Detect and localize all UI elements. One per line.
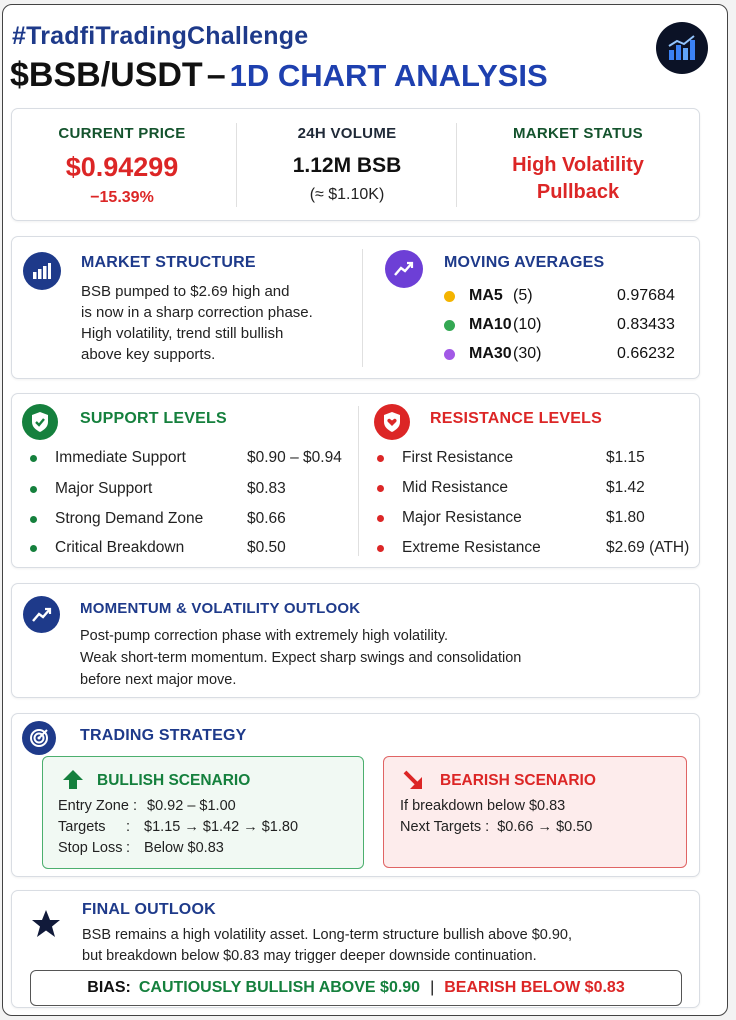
market-structure-line: BSB pumped to $2.69 high and — [81, 283, 290, 300]
resistance-label: Mid Resistance — [402, 479, 508, 496]
market-structure-line: High volatility, trend still bullish — [81, 325, 284, 342]
resistance-row — [377, 509, 645, 527]
final-outlook-text — [82, 925, 572, 967]
support-bullet — [30, 486, 37, 493]
support-row — [30, 539, 286, 557]
market-status-line2: Pullback — [536, 181, 620, 203]
support-bullet — [30, 516, 37, 523]
momentum-title: MOMENTUM & VOLATILITY OUTLOOK — [80, 600, 361, 617]
market-structure-title: MARKET STRUCTURE — [81, 254, 256, 271]
pair-label: $BSB/USDT — [10, 56, 203, 94]
support-value: $0.66 — [247, 510, 286, 527]
page-title — [10, 56, 548, 95]
stats-divider — [456, 123, 457, 207]
arrow-down-right-icon — [402, 769, 424, 796]
final-outlook-line: but breakdown below $0.83 may trigger deeper downside continuation. — [82, 948, 537, 964]
arrow-up-icon — [62, 769, 84, 796]
current-price-value: $0.94299 — [65, 152, 179, 182]
ma-period: (10) — [513, 316, 542, 333]
star-icon — [31, 909, 61, 943]
shield-check-icon — [22, 404, 58, 440]
ma-row — [444, 345, 675, 363]
resistance-bullet — [377, 485, 384, 492]
bullish-targets-line — [58, 819, 298, 835]
trend-line-icon — [23, 596, 60, 633]
hashtag-title: #TradfiTradingChallenge — [12, 22, 309, 50]
resistance-row — [377, 539, 689, 557]
ma-name: MA10 — [469, 316, 512, 333]
resistance-label: First Resistance — [402, 449, 514, 466]
ma-name: MA5 — [469, 287, 503, 304]
trading-strategy-title: TRADING STRATEGY — [80, 727, 247, 744]
price-change-value: −15.39% — [90, 189, 154, 206]
support-row — [30, 510, 286, 528]
targets-label: Targets — [58, 819, 106, 835]
targets-colon: : — [126, 819, 131, 835]
market-status-line1: High Volatility — [512, 154, 644, 176]
resistance-value: $1.42 — [606, 479, 645, 496]
market-structure-line: is now in a sharp correction phase. — [81, 304, 313, 321]
support-levels-title: SUPPORT LEVELS — [80, 410, 227, 427]
bias-label: BIAS: — [87, 979, 131, 996]
market-status-stat — [458, 109, 698, 220]
resistance-label: Major Resistance — [402, 509, 522, 526]
ma-value: 0.97684 — [617, 287, 675, 304]
ma-name: MA30 — [469, 345, 512, 362]
resistance-levels-title: RESISTANCE LEVELS — [430, 410, 603, 427]
ma-value: 0.66232 — [617, 345, 675, 362]
volume-stat — [238, 109, 456, 220]
market-status-label: MARKET STATUS — [512, 125, 643, 142]
resistance-row — [377, 449, 645, 467]
momentum-line: Weak short-term momentum. Expect sharp swings and consolidation — [80, 650, 522, 666]
volume-label: 24H VOLUME — [297, 125, 397, 142]
support-value: $0.90 – $0.94 — [247, 449, 342, 466]
volume-value: 1.12M BSB — [292, 154, 402, 177]
resistance-value: $1.15 — [606, 449, 645, 466]
stats-card — [11, 108, 700, 221]
momentum-text — [80, 625, 521, 691]
bullish-entry-line — [58, 798, 236, 814]
ma-value: 0.83433 — [617, 316, 675, 333]
final-outlook-line: BSB remains a high volatility asset. Long-term structure bullish above $0.90, — [82, 927, 573, 943]
ma10-dot — [444, 320, 455, 331]
support-label: Strong Demand Zone — [55, 510, 204, 527]
ma-row — [444, 287, 675, 305]
target-icon — [22, 721, 56, 755]
bearish-scenario-title: BEARISH SCENARIO — [440, 772, 596, 789]
bearish-breakdown-line: If breakdown below $0.83 — [400, 798, 566, 814]
stop-value: Below $0.83 — [144, 840, 224, 856]
resistance-bullet — [377, 515, 384, 522]
support-row — [30, 480, 286, 498]
support-row — [30, 449, 342, 467]
current-price-stat — [12, 109, 232, 220]
support-bullet — [30, 455, 37, 462]
resistance-bullet — [377, 545, 384, 552]
bar-chart-logo-icon — [656, 22, 708, 74]
momentum-line: before next major move. — [80, 672, 237, 688]
support-bullet — [30, 545, 37, 552]
bias-bearish: BEARISH BELOW $0.83 — [444, 979, 625, 996]
bearish-targets-line — [400, 819, 592, 835]
bullish-stop-line — [58, 840, 224, 856]
ma30-dot — [444, 349, 455, 360]
resistance-value: $1.80 — [606, 509, 645, 526]
bullish-scenario-title: BULLISH SCENARIO — [97, 772, 251, 789]
support-label: Major Support — [55, 480, 153, 497]
bias-separator: | — [430, 979, 435, 996]
market-structure-line: above key supports. — [81, 346, 216, 363]
support-value: $0.83 — [247, 480, 286, 497]
current-price-label: CURRENT PRICE — [58, 125, 186, 142]
ma-row — [444, 316, 675, 334]
resistance-bullet — [377, 455, 384, 462]
moving-averages-title: MOVING AVERAGES — [444, 254, 605, 271]
bar-chart-icon — [23, 252, 61, 290]
resistance-label: Extreme Resistance — [402, 539, 541, 556]
market-structure-text — [81, 281, 313, 365]
chart-analysis-subtitle: 1D CHART ANALYSIS — [229, 58, 548, 93]
title-dash: – — [206, 56, 226, 94]
final-outlook-title: FINAL OUTLOOK — [82, 901, 216, 918]
entry-value: $0.92 – $1.00 — [147, 798, 236, 814]
bearish-targets-label: Next Targets : — [400, 819, 490, 835]
bias-banner — [30, 970, 682, 1006]
stats-divider — [236, 123, 237, 207]
stop-colon: : — [126, 840, 131, 856]
entry-label: Entry Zone : — [58, 798, 137, 814]
levels-divider — [358, 406, 359, 556]
bias-bullish: CAUTIOUSLY BULLISH ABOVE $0.90 — [138, 979, 421, 996]
bearish-targets-value: $0.66 → $0.50 — [497, 819, 593, 835]
stop-label: Stop Loss — [58, 840, 123, 856]
resistance-value: $2.69 (ATH) — [606, 539, 690, 556]
shield-heart-icon — [374, 404, 410, 440]
volume-approx: (≈ $1.10K) — [309, 186, 385, 203]
ma-period: (5) — [513, 287, 533, 304]
support-label: Critical Breakdown — [55, 539, 185, 556]
momentum-line: Post-pump correction phase with extremely high volatility. — [80, 628, 449, 644]
resistance-row — [377, 479, 645, 497]
market-status-value — [458, 152, 698, 206]
support-label: Immediate Support — [55, 449, 186, 466]
targets-value: $1.15 → $1.42 → $1.80 — [144, 819, 299, 835]
trend-up-icon — [385, 250, 423, 288]
ma-period: (30) — [513, 345, 542, 362]
structure-divider — [362, 249, 363, 367]
support-value: $0.50 — [247, 539, 286, 556]
ma5-dot — [444, 291, 455, 302]
